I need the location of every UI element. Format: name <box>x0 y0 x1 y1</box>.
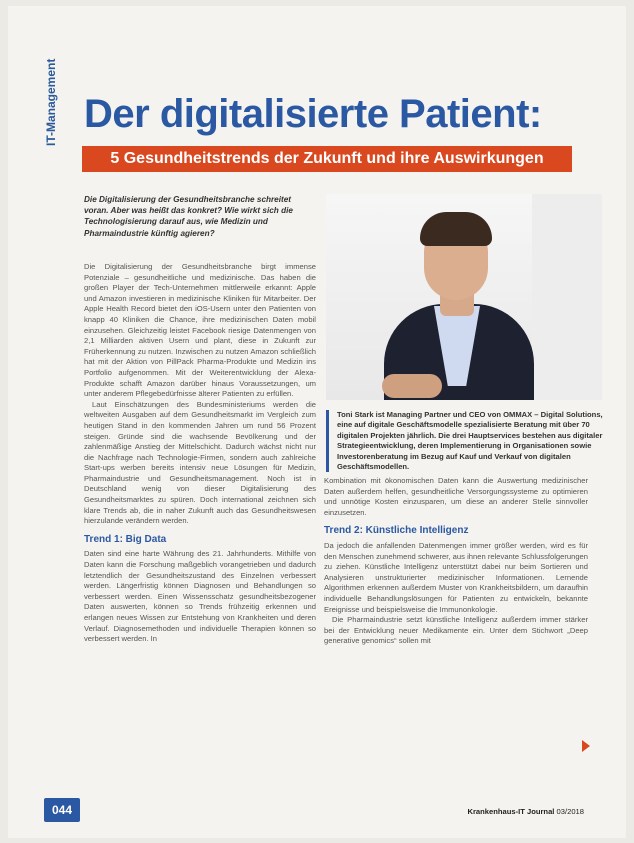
body-paragraph: Laut Einschätzungen des Bundesministeriums werden die weltweiten Ausgaben auf dem Gesundheitsmarkt im Vergleich zum heutigen Stand in den kommenden Jahren um rund 56 Prozent steigen. Gründe sind die wachsende Bevölkerung und der zahlenmäßige Anstieg der Mittelschicht. Dadurch wächst nicht nur die Nachfrage nach Technologie-Firmen, sondern auch zahlreiche Start-ups werben bereits intensiv neue Lösungen für Medizin, Pharmaindustrie und Gesundheitsmanagement. Noch ist in Deutschland wenig von dieser Digitalisierung des Gesundheitsmarktes zu spüren. Doch international zeichnen sich klare Trends ab, die in naher Zukunft auch das Gesundheitswesen hierzulande verändern werden. <box>84 399 316 526</box>
trend2-paragraph: Da jedoch die anfallenden Datenmengen immer größer werden, wird es für den Menschen zunehmend schwerer, aus ihnen relevante Schlussfolgerungen zu ziehen. Künstliche Intelligenz unterstützt dabei nur beim Sortieren und Analysieren unstrukturierter medizinischer Informationen. Lernende Algorithmen erkennen außerdem Muster von Krankheitsbildern, um daraufhin individuelle Behandlungslösungen für Patienten zu entwickeln, bekannte Ereignisse und beispielsweise die Immunonkologie. <box>324 540 588 614</box>
photo-caption: Toni Stark ist Managing Partner und CEO von OMMAX – Digital Solutions, eine auf digitale Geschäftsmodelle spezialisierte Beratung mit über 70 digitalen Projekten jährlich. Die drei Hauptservices bestehen aus digitaler Strategieentwicklung, deren Implementierung in Organisationen sowie Investorenberatung im Bezug auf Kauf und Verkauf von digitalen Geschäftsmodellen. <box>326 410 613 472</box>
journal-footer <box>467 807 584 816</box>
journal-name: Krankenhaus-IT Journal <box>467 807 555 816</box>
trend1-paragraph: Daten sind eine harte Währung des 21. Jahrhunderts. Mithilfe von Daten kann die Forschung maßgeblich vorangetrieben und dadurch letztendlich der Gesundheitszustand des Einzelnen verbessert werden. Längerfristig können Diagnosen und Behandlungen so verbessert werden. Einen Wissensschatz gesundheitsbezogener Daten auswerten, können so Trends frühzeitig erkennen und erlangen neues Wissen zur Entstehung von Krankheiten und deren Verlauf. Diagnosemethoden und individuelle Therapien können so verbessert werden. In <box>84 549 316 644</box>
left-column <box>84 262 316 645</box>
article-title: Der digitalisierte Patient: <box>84 92 542 136</box>
page-number: 044 <box>44 798 80 822</box>
trend2-heading: Trend 2: Künstliche Intelligenz <box>324 525 469 537</box>
continue-arrow-icon <box>582 740 590 752</box>
trend1-heading: Trend 1: Big Data <box>84 533 167 545</box>
continuation-paragraph: Kombination mit ökonomischen Daten kann die Auswertung medizinischer Daten außerdem helfen, gesundheitliche Versorgungssysteme zu optimieren und unnötige Kosten einzusparen, um diese an anderer Stelle sinnvoller einzusetzen. <box>324 476 588 517</box>
right-column <box>324 476 588 647</box>
magazine-page <box>8 6 626 838</box>
section-tag <box>44 36 66 146</box>
article-subtitle: 5 Gesundheitstrends der Zukunft und ihre Auswirkungen <box>82 146 572 172</box>
trend2-paragraph-continued: Die Pharmaindustrie setzt künstliche Intelligenz außerdem immer stärker bei der Entwicklung neuer Medikamente ein. Unter dem Stichwort „Deep generative genomics“ sollen mit <box>324 615 588 646</box>
article-lead: Die Digitalisierung der Gesundheitsbranche schreitet voran. Aber was heißt das konkret? Wie wirkt sich die Technologisierung darauf aus, wie Medizin und Pharmaindustrie künftig agieren? <box>84 195 293 238</box>
author-photo <box>326 194 602 400</box>
intro-paragraph: Die Digitalisierung der Gesundheitsbranche birgt immense Potenziale – gesundheitliche und medizinische. Das haben die großen Player der Tech-Unternehmen mittlerweile erkannt: Apple und Amazon investieren in medizinische Kliniken für Mitarbeiter. Der Apple Health Record bietet den iOS-Usern unter den Patienten von knapp 40 Kliniken die Chance, ihre medizinischen Daten mobil einzusehen. Gleichzeitig leistet Facebook riesige Datenmengen von 2,1 Milliarden aktiven Usern und plant, diese in Zukunft zur Früherkennung zu nutzen. Inzwischen zu nutzen Amazon schließlich hat mit der Aktion von PillPack Pharma-Produkte und Medizin ins Portfolio aufgenommen. Mit der Weiterentwicklung der Alexa-Produkte schafft Amazon darüber hinaus Voraussetzungen, um unter anderem Pflegebedürfnisse älterer Patienten zu erfüllen. <box>84 262 316 399</box>
journal-issue: 03/2018 <box>556 807 584 816</box>
section-tag-label: IT-Management <box>44 58 58 146</box>
